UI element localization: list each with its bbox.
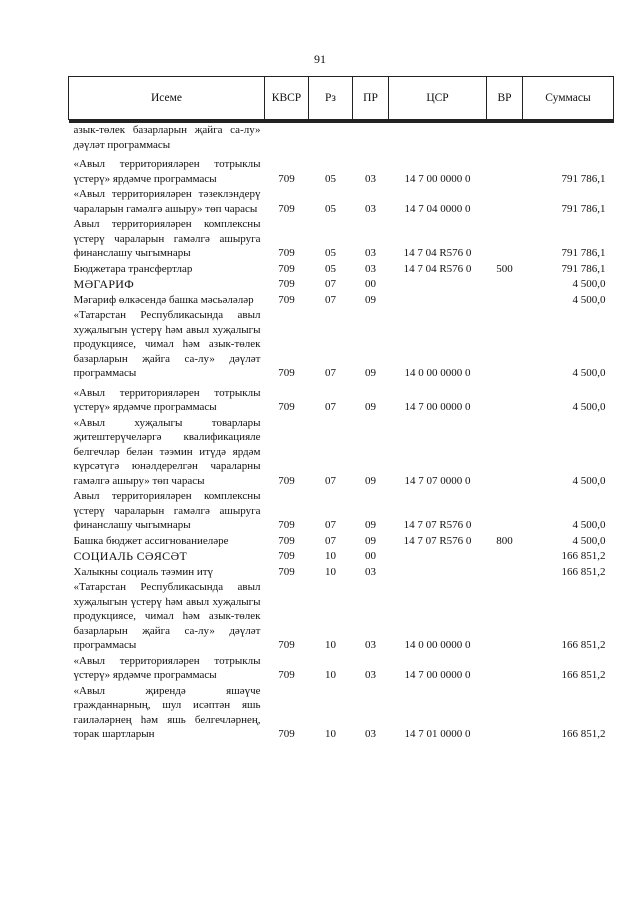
cell-sum: 791 786,1 [561,202,606,215]
cell-pr: 03 [365,565,376,578]
cell-sum: 4 500,0 [572,278,606,290]
cell-tsr [389,277,487,293]
cell-name: Бюджетара трансфертлар [73,262,193,275]
cell-name: «Авыл территорияләрен тотрыклы үстерү» ярдәмче программасы [73,654,261,681]
cell-pr: 03 [365,202,376,215]
page-number: 91 [314,52,326,66]
cell-rz: 07 [325,367,336,379]
table-row [69,549,614,565]
cell-name: «Авыл җирендә яшәүче гражданнарның, шул исәптән яшь гаиләләрнең һәм яшь белгечләрнең, торак шартларын [73,684,261,740]
header-rz: Рз [309,77,353,120]
table-row [69,534,614,550]
cell-name: «Татарстан Республикасында авыл хуҗалыгын үстерү һәм авыл хуҗалыгы продукциясе, чимал һәм азык-төлек базарларын җайга са-лу» дәүләт программасы [73,309,261,379]
cell-name: «Авыл хуҗалыгы товарлары җитештерүчеләргә квалификацияле белгечләр белән тәэмин итүдә ярдәм күрсәтүгә юнәлдерелгән чараларны гамәлгә ашыру» төп чарасы [73,416,261,487]
cell-pr: 09 [365,293,376,306]
cell-kvsr: 709 [278,172,295,185]
cell-vr [487,308,523,382]
table-row [69,565,614,581]
cell-tsr [389,122,487,154]
cell-sum: 166 851,2 [561,565,606,578]
cell-name: Авыл территорияләрен комплексны үстерү чараларын гамәлгә ашыруга финанслашу чыгымнары [73,218,261,259]
table-row [69,489,614,534]
cell-pr: 03 [365,669,376,681]
cell-vr [487,122,523,154]
cell-vr [487,684,523,743]
cell-name: МӘГАРИФ [73,277,135,291]
cell-tsr: 14 7 07 R576 0 [403,519,472,531]
cell-kvsr: 709 [278,550,295,562]
table-row [69,580,614,654]
cell-sum: 791 786,1 [561,247,606,259]
cell-tsr [389,549,487,565]
cell-name: «Авыл территорияләрен тотрыклы үстерү» ярдәмче программасы [73,386,261,413]
cell-kvsr: 709 [278,293,295,306]
cell-rz: 05 [325,202,336,215]
cell-vr [487,580,523,654]
header-sum: Суммасы [523,77,614,120]
cell-sum: 166 851,2 [561,550,606,562]
cell-rz: 07 [325,534,336,547]
cell-sum: 4 500,0 [572,534,606,547]
cell-tsr [389,565,487,581]
cell-tsr: 14 7 04 R576 0 [403,247,472,259]
cell-vr [487,293,523,309]
budget-table-container [68,76,613,743]
table-row [69,308,614,382]
cell-pr: 00 [365,278,376,290]
table-row [69,684,614,743]
cell-rz: 05 [325,262,336,275]
table-row [69,217,614,262]
cell-tsr: 14 7 00 0000 0 [404,401,471,413]
cell-tsr: 14 7 01 0000 0 [404,728,471,740]
cell-pr: 03 [365,262,376,275]
cell-pr: 09 [365,367,376,379]
cell-name: «Авыл территорияләрен тотрыклы үстерү» ярдәмче программасы [73,158,261,185]
cell-kvsr [265,122,309,154]
cell-vr [487,382,523,416]
cell-kvsr: 709 [278,247,295,259]
cell-pr: 09 [365,519,376,531]
cell-tsr: 14 0 00 0000 0 [404,367,471,379]
cell-pr: 00 [365,550,376,562]
table-row [69,187,614,217]
cell-rz: 07 [325,293,336,306]
table-row [69,293,614,309]
table-row [69,382,614,416]
table-row [69,277,614,293]
cell-kvsr: 709 [278,565,295,578]
cell-sum: 166 851,2 [561,728,606,740]
table-header [69,77,614,122]
cell-vr [487,187,523,217]
cell-tsr: 14 7 00 0000 0 [404,669,471,681]
cell-rz: 07 [325,401,336,413]
cell-pr: 03 [365,247,376,259]
cell-rz [309,122,353,154]
cell-sum: 791 786,1 [561,262,606,275]
cell-kvsr: 709 [278,669,295,681]
header-tsr: ЦСР [389,77,487,120]
cell-kvsr: 709 [278,202,295,215]
table-body [69,122,614,743]
cell-tsr: 14 0 00 0000 0 [404,639,471,651]
cell-kvsr: 709 [278,474,295,487]
cell-name: Мәгариф өлкәсендә башка мәсьәләләр [73,293,254,306]
cell-vr [487,277,523,293]
header-pr: ПР [353,77,389,120]
cell-name: азык-төлек базарларын җайга са-лу» дәүләт программасы [73,124,261,151]
cell-vr [487,217,523,262]
cell-vr: 800 [496,534,513,547]
cell-sum: 4 500,0 [572,293,606,306]
table-row [69,122,614,154]
cell-rz: 10 [325,669,336,681]
cell-rz: 10 [325,728,336,740]
table-row [69,654,614,684]
cell-pr: 03 [365,639,376,651]
cell-pr: 09 [365,401,376,413]
cell-kvsr: 709 [278,401,295,413]
cell-sum: 166 851,2 [561,639,606,651]
header-kvsr: КВСР [265,77,309,120]
cell-tsr: 14 7 00 0000 0 [404,172,471,185]
table-row [69,153,614,187]
cell-kvsr: 709 [278,519,295,531]
cell-kvsr: 709 [278,728,295,740]
cell-pr: 03 [365,728,376,740]
cell-sum: 4 500,0 [572,401,606,413]
cell-sum: 4 500,0 [572,474,606,487]
cell-tsr: 14 7 04 R576 0 [403,262,472,275]
cell-vr [487,489,523,534]
cell-pr: 09 [365,474,376,487]
header-vr: ВР [487,77,523,120]
cell-name: «Татарстан Республикасында авыл хуҗалыгын үстерү һәм авыл хуҗалыгы продукциясе, чимал һәм азык-төлек базарларын җайга са-лу» дәүләт программасы [73,581,261,651]
table-row [69,262,614,278]
cell-rz: 05 [325,247,336,259]
cell-rz: 05 [325,172,336,185]
cell-kvsr: 709 [278,262,295,275]
table-row [69,416,614,490]
cell-sum: 4 500,0 [572,519,606,531]
cell-name: Башка бюджет ассигнованиеләре [73,534,229,547]
cell-rz: 07 [325,474,336,487]
cell-name: Авыл территорияләрен комплексны үстерү чараларын гамәлгә ашыруга финанслашу чыгымнары [73,490,261,531]
cell-kvsr: 709 [278,278,295,290]
cell-tsr [389,293,487,309]
cell-rz: 10 [325,565,336,578]
cell-kvsr: 709 [278,534,295,547]
cell-sum: 791 786,1 [561,172,606,185]
cell-vr [487,549,523,565]
cell-rz: 07 [325,278,336,290]
cell-name: «Авыл территорияләрен тәзеклэндерү чараларын гамәлгә ашыру» төп чарасы [73,188,261,215]
cell-tsr: 14 7 04 0000 0 [404,202,471,215]
cell-tsr: 14 7 07 R576 0 [403,534,472,547]
cell-kvsr: 709 [278,367,295,379]
cell-vr [487,153,523,187]
cell-sum [523,122,614,154]
cell-pr [353,122,389,154]
cell-tsr: 14 7 07 0000 0 [404,474,471,487]
cell-rz: 10 [325,639,336,651]
cell-pr: 09 [365,534,376,547]
cell-name: СОЦИАЛЬ СӘЯСӘТ [73,549,188,563]
cell-vr [487,565,523,581]
cell-vr [487,416,523,490]
cell-sum: 166 851,2 [561,669,606,681]
cell-rz: 10 [325,550,336,562]
cell-kvsr: 709 [278,639,295,651]
cell-vr [487,654,523,684]
header-name: Исеме [69,77,265,120]
cell-vr: 500 [496,262,513,275]
budget-table [68,76,614,743]
cell-pr: 03 [365,172,376,185]
cell-name: Халыкны социаль тәэмин итү [73,565,214,578]
cell-sum: 4 500,0 [572,367,606,379]
cell-rz: 07 [325,519,336,531]
